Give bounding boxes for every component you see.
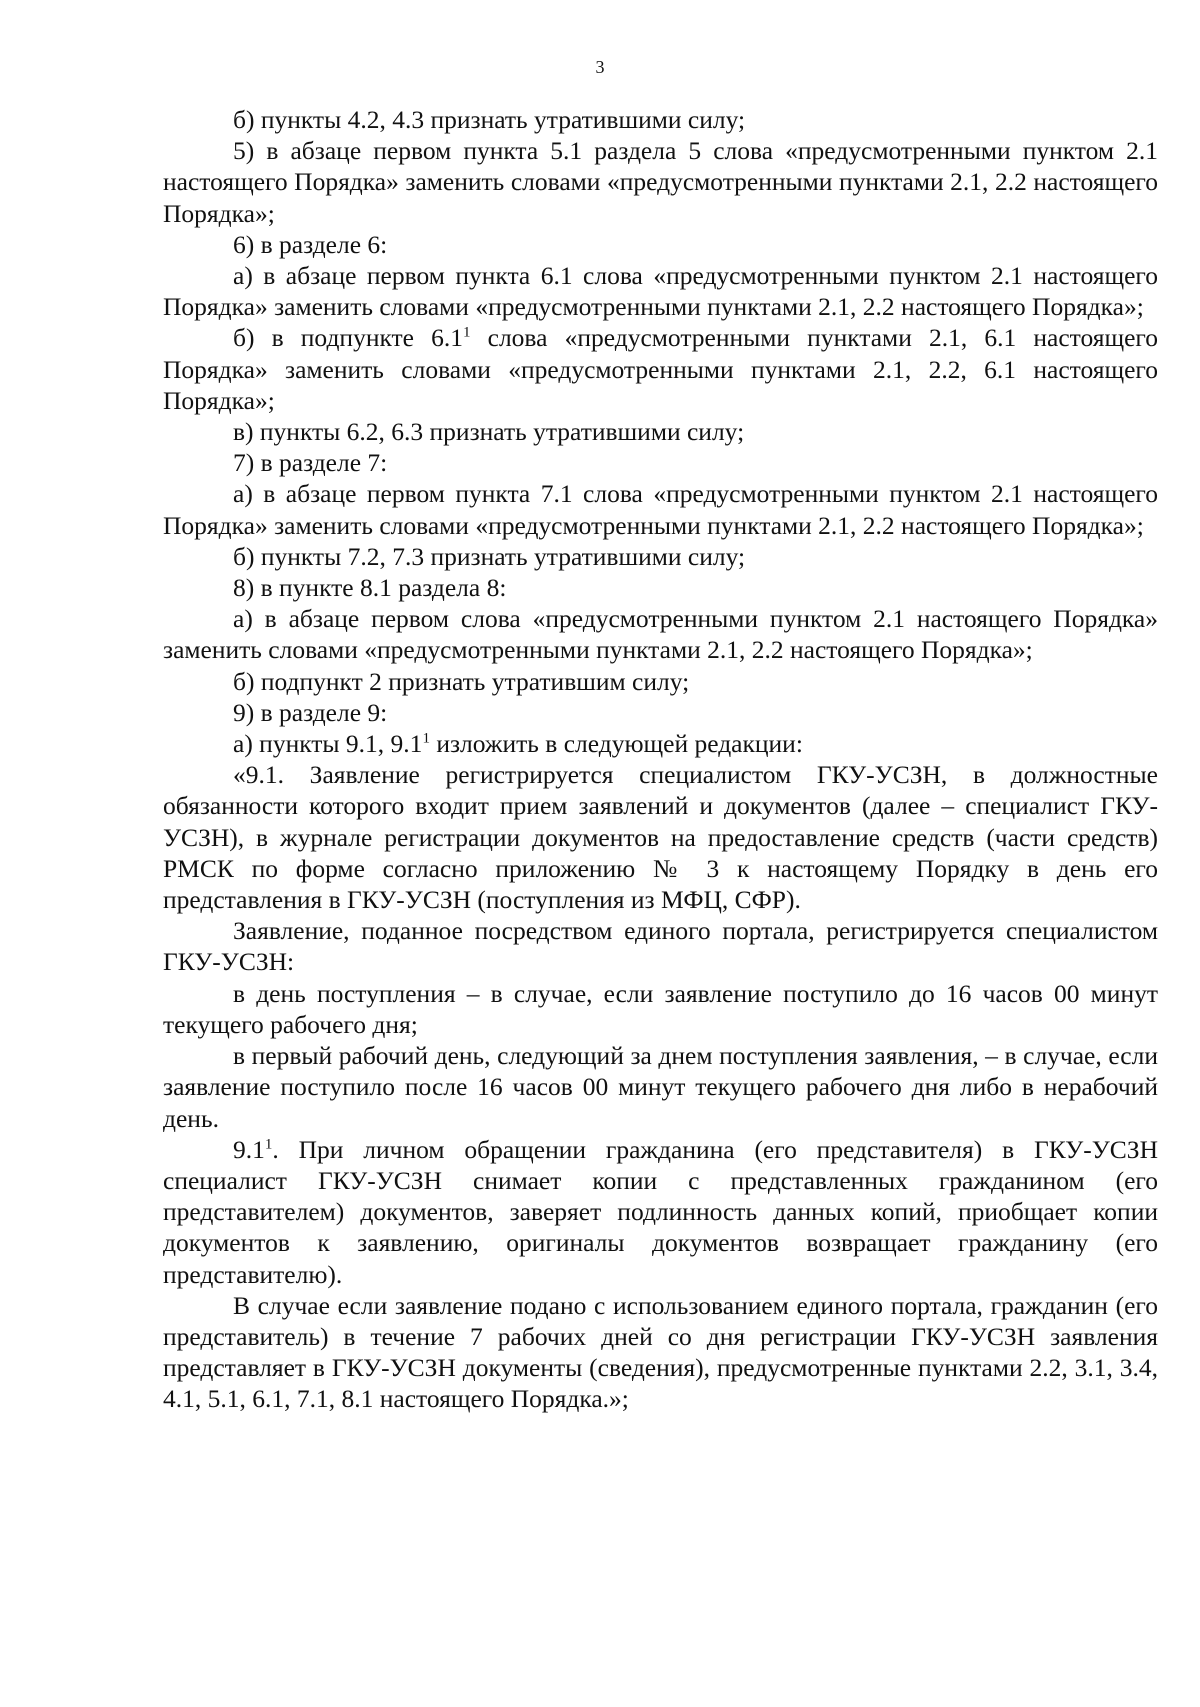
paragraph-text-before: б) в подпункте 6.1 bbox=[233, 323, 463, 353]
paragraph-item-7: 7) в разделе 7: bbox=[233, 448, 388, 478]
paragraph-text-after: слова «предусмотренными пунктами 2.1, 6.1 настоящего Порядка» заменить словами «предусмотренными пунктами 2.1, 2.2, 6.1 настоящего Порядка»; bbox=[163, 323, 1158, 415]
paragraph-6b-sec4: б) пункты 4.2, 4.3 признать утратившими силу; bbox=[233, 105, 746, 134]
paragraph-text-before: а) пункты 9.1, 9.1 bbox=[233, 729, 423, 759]
paragraph-next-day: в первый рабочий день, следующий за днем поступления заявления, – в случае, если заявление поступило после 16 часов 00 минут текущего рабочего дня либо в нерабочий день. bbox=[163, 1041, 1158, 1133]
paragraph-item-9: 9) в разделе 9: bbox=[233, 697, 388, 727]
paragraph-item-8: 8) в пункте 8.1 раздела 8: bbox=[233, 573, 507, 603]
document-body bbox=[163, 104, 1158, 1415]
paragraph-item-8a: а) в абзаце первом слова «предусмотренными пунктом 2.1 настоящего Порядка» заменить словами «предусмотренными пунктами 2.1, 2.2 настоящего Порядка»; bbox=[163, 604, 1158, 665]
paragraph-clause-9-1-1 bbox=[163, 1134, 1158, 1290]
paragraph-item-7a: а) в абзаце первом пункта 7.1 слова «предусмотренными пунктом 2.1 настоящего Порядка» заменить словами «предусмотренными пунктами 2.1, 2.2 настоящего Порядка»; bbox=[163, 479, 1158, 540]
page-number: 3 bbox=[595, 57, 605, 77]
paragraph-item-6v: в) пункты 6.2, 6.3 признать утратившими силу; bbox=[233, 417, 745, 447]
paragraph-item-6a: а) в абзаце первом пункта 6.1 слова «предусмотренными пунктом 2.1 настоящего Порядка» заменить словами «предусмотренными пунктами 2.1, 2.2 настоящего Порядка»; bbox=[163, 261, 1158, 322]
paragraph-portal-documents: В случае если заявление подано с использованием единого портала, гражданин (его представитель) в течение 7 рабочих дней со дня регистрации ГКУ-УСЗН заявления представляет в ГКУ-УСЗН документы (сведения), предусмотренные пунктами 2.2, 3.1, 3.4, 4.1, 5.1, 6.1, 7.1, 8.1 настоящего Порядка.»; bbox=[163, 1290, 1158, 1414]
paragraph-text-after: . При личном обращении гражданина (его представителя) в ГКУ-УСЗН специалист ГКУ-УСЗН снимает копии с представленных гражданином (его представителем) документов, заверяет подлинность данных копий, приобщает копии документов к заявлению, оригиналы документов возвращает гражданину (его представителю). bbox=[163, 1134, 1158, 1289]
paragraph-item-7b: б) пункты 7.2, 7.3 признать утратившими силу; bbox=[233, 541, 746, 571]
paragraph-text-before: 9.1 bbox=[233, 1134, 265, 1164]
superscript: 1 bbox=[264, 1136, 273, 1153]
paragraph-item-6b bbox=[163, 322, 1158, 416]
superscript: 1 bbox=[422, 730, 430, 747]
paragraph-text-after: изложить в следующей редакции: bbox=[429, 729, 803, 759]
superscript: 1 bbox=[463, 324, 471, 341]
paragraph-item-5: 5) в абзаце первом пункта 5.1 раздела 5 слова «предусмотренными пунктом 2.1 настоящего Порядка» заменить словами «предусмотренными пунктами 2.1, 2.2 настоящего Порядка»; bbox=[163, 136, 1158, 228]
paragraph-portal-registration: Заявление, поданное посредством единого портала, регистрируется специалистом ГКУ-УСЗН: bbox=[163, 916, 1158, 977]
paragraph-item-8b: б) подпункт 2 признать утратившим силу; bbox=[233, 666, 690, 696]
paragraph-clause-9-1: «9.1. Заявление регистрируется специалистом ГКУ-УСЗН, в должностные обязанности которого входит прием заявлений и документов (далее – специалист ГКУ-УСЗН), в журнале регистрации документов на предоставление средств (части средств) РМСК по форме согласно приложению № 3 к настоящему Порядку в день его представления в ГКУ-УСЗН (поступления из МФЦ, СФР). bbox=[163, 760, 1158, 915]
paragraph-same-day: в день поступления – в случае, если заявление поступило до 16 часов 00 минут текущего рабочего дня; bbox=[163, 978, 1158, 1039]
paragraph-item-9a bbox=[163, 728, 1158, 759]
paragraph-item-6: 6) в разделе 6: bbox=[233, 229, 388, 259]
